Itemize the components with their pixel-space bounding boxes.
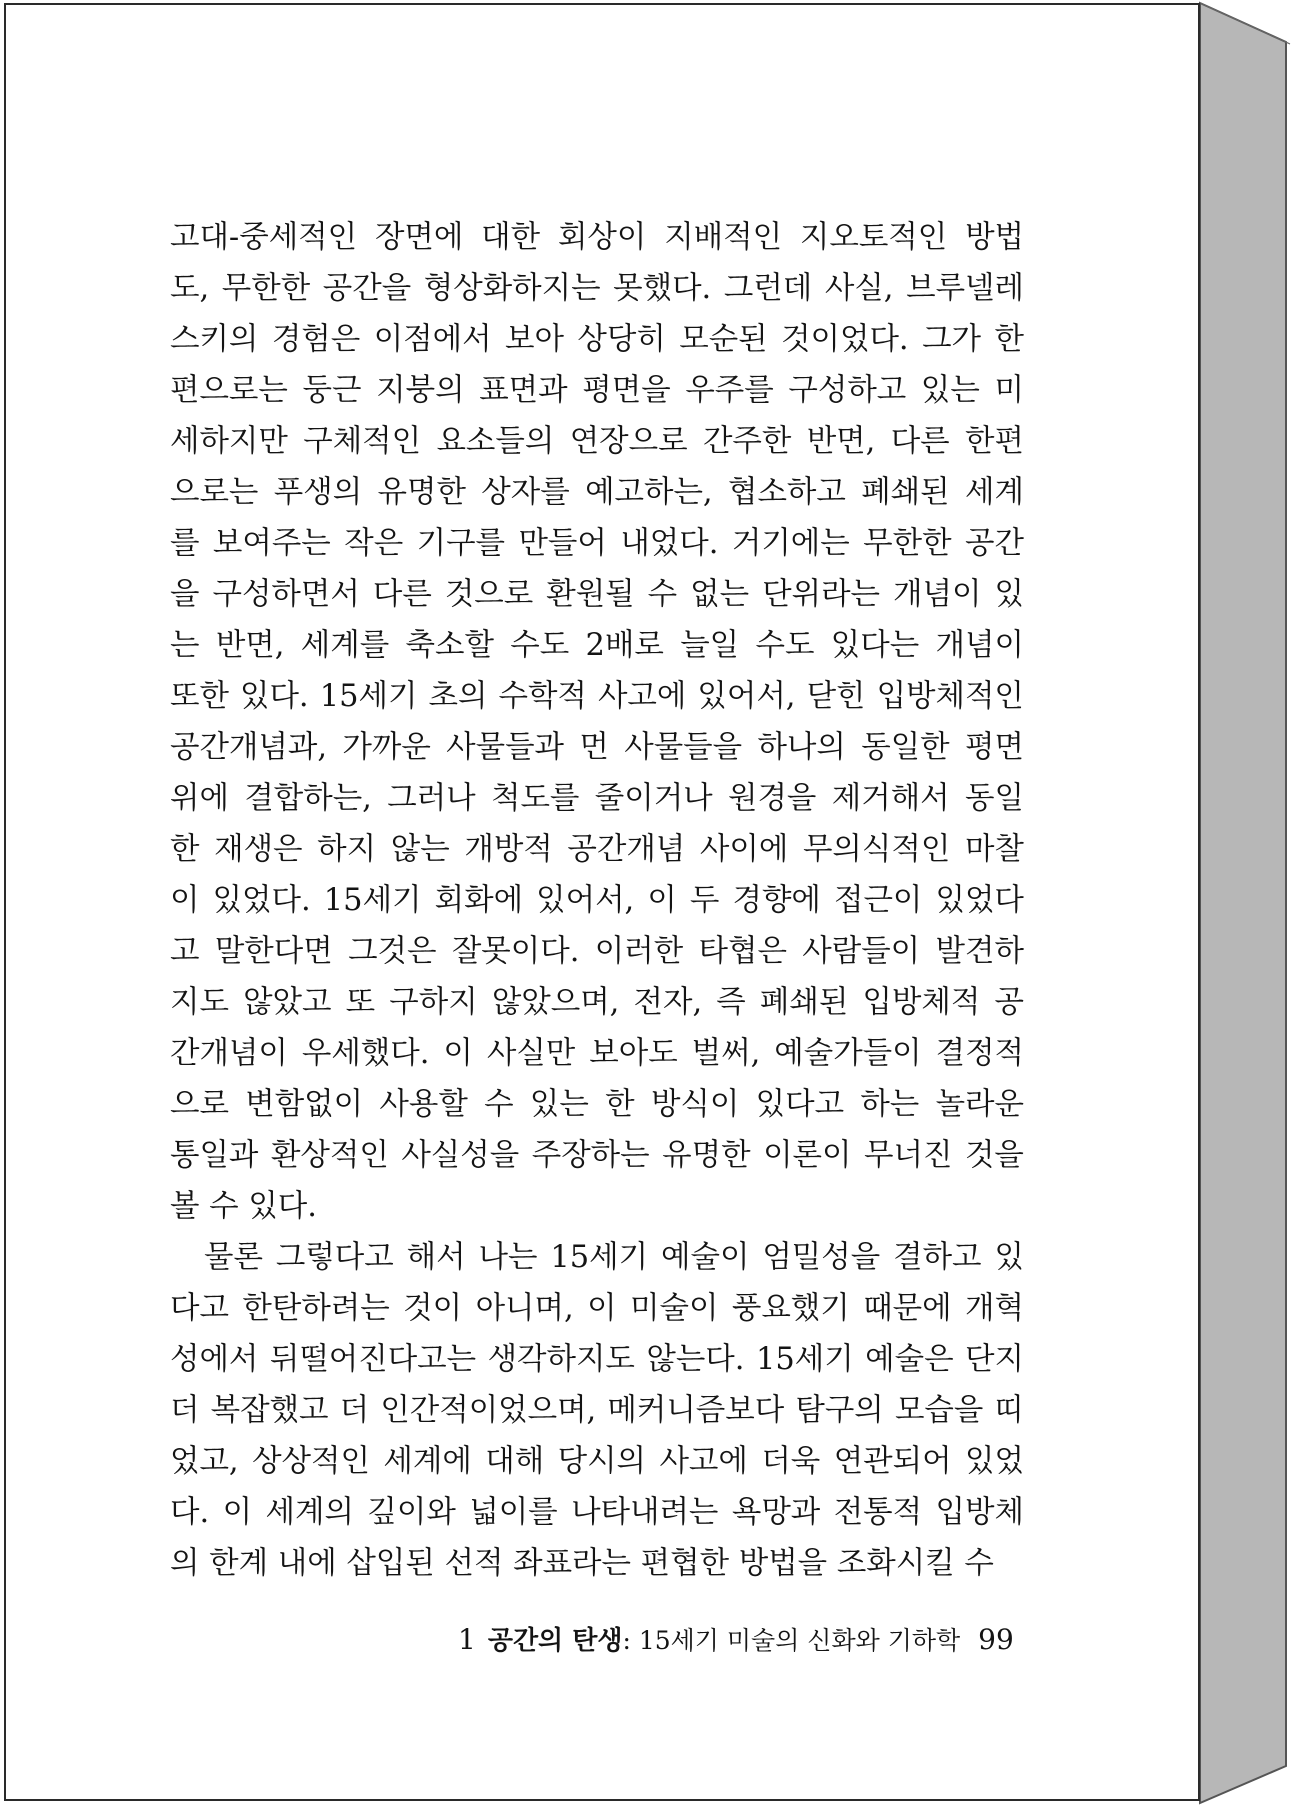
text-line: 고대-중세적인 장면에 대한 회상이 지배적인 지오토적인 방법 (170, 220, 1024, 255)
text-line: 으로 변함없이 사용할 수 있는 한 방식이 있다고 하는 놀라운 (170, 1087, 1024, 1122)
text-line: 이 있었다. 15세기 회화에 있어서, 이 두 경향에 접근이 있었다 (170, 883, 1024, 918)
chapter-title: 공간의 탄생 (487, 1626, 623, 1656)
text-line: 었고, 상상적인 세계에 대해 당시의 사고에 더욱 연관되어 있었 (170, 1444, 1024, 1479)
text-line: 를 보여주는 작은 기구를 만들어 내었다. 거기에는 무한한 공간 (170, 526, 1024, 561)
text-line: 통일과 환상적인 사실성을 주장하는 유명한 이론이 무너진 것을 (170, 1138, 1024, 1173)
text-line: 으로는 푸생의 유명한 상자를 예고하는, 협소하고 폐쇄된 세계 (170, 475, 1024, 510)
text-line: 는 반면, 세계를 축소할 수도 2배로 늘일 수도 있다는 개념이 (170, 628, 1024, 663)
text-line: 의 한계 내에 삽입된 선적 좌표라는 편협한 방법을 조화시킬 수 (170, 1546, 994, 1581)
text-line: 고 말한다면 그것은 잘못이다. 이러한 타협은 사람들이 발견하 (170, 934, 1024, 969)
text-line: 지도 않았고 또 구하지 않았으며, 전자, 즉 폐쇄된 입방체적 공 (170, 985, 1024, 1020)
text-line: 또한 있다. 15세기 초의 수학적 사고에 있어서, 닫힌 입방체적인 (170, 679, 1024, 714)
text-line: 편으로는 둥근 지붕의 표면과 평면을 우주를 구성하고 있는 미 (170, 373, 1024, 408)
chapter-number: 1 (458, 1623, 476, 1656)
text-line: 공간개념과, 가까운 사물들과 먼 사물들을 하나의 동일한 평면 (170, 730, 1024, 765)
text-line: 볼 수 있다. (170, 1189, 317, 1224)
chapter-subtitle: : 15세기 미술의 신화와 기하학 (622, 1626, 961, 1655)
text-line: 도, 무한한 공간을 형상화하지는 못했다. 그런데 사실, 브루넬레 (170, 271, 1024, 306)
text-line: 물론 그렇다고 해서 나는 15세기 예술이 엄밀성을 결하고 있 (204, 1240, 1024, 1275)
running-footer (458, 1618, 1058, 1662)
text-line: 세하지만 구체적인 요소들의 연장으로 간주한 반면, 다른 한편 (170, 424, 1024, 459)
text-line: 한 재생은 하지 않는 개방적 공간개념 사이에 무의식적인 마찰 (170, 832, 1024, 867)
text-line: 다고 한탄하려는 것이 아니며, 이 미술이 풍요했기 때문에 개혁 (170, 1291, 1024, 1326)
page-number: 99 (978, 1623, 1014, 1656)
text-line: 을 구성하면서 다른 것으로 환원될 수 없는 단위라는 개념이 있 (170, 577, 1024, 612)
text-line: 스키의 경험은 이점에서 보아 상당히 모순된 것이었다. 그가 한 (170, 322, 1024, 357)
text-line: 다. 이 세계의 깊이와 넓이를 나타내려는 욕망과 전통적 입방체 (170, 1495, 1024, 1530)
text-line: 더 복잡했고 더 인간적이었으며, 메커니즘보다 탐구의 모습을 띠 (170, 1393, 1024, 1428)
text-line: 간개념이 우세했다. 이 사실만 보아도 벌써, 예술가들이 결정적 (170, 1036, 1024, 1071)
text-line: 위에 결합하는, 그러나 척도를 줄이거나 원경을 제거해서 동일 (170, 781, 1024, 816)
text-line: 성에서 뒤떨어진다고는 생각하지도 않는다. 15세기 예술은 단지 (170, 1342, 1024, 1377)
body-text (170, 212, 1024, 1589)
